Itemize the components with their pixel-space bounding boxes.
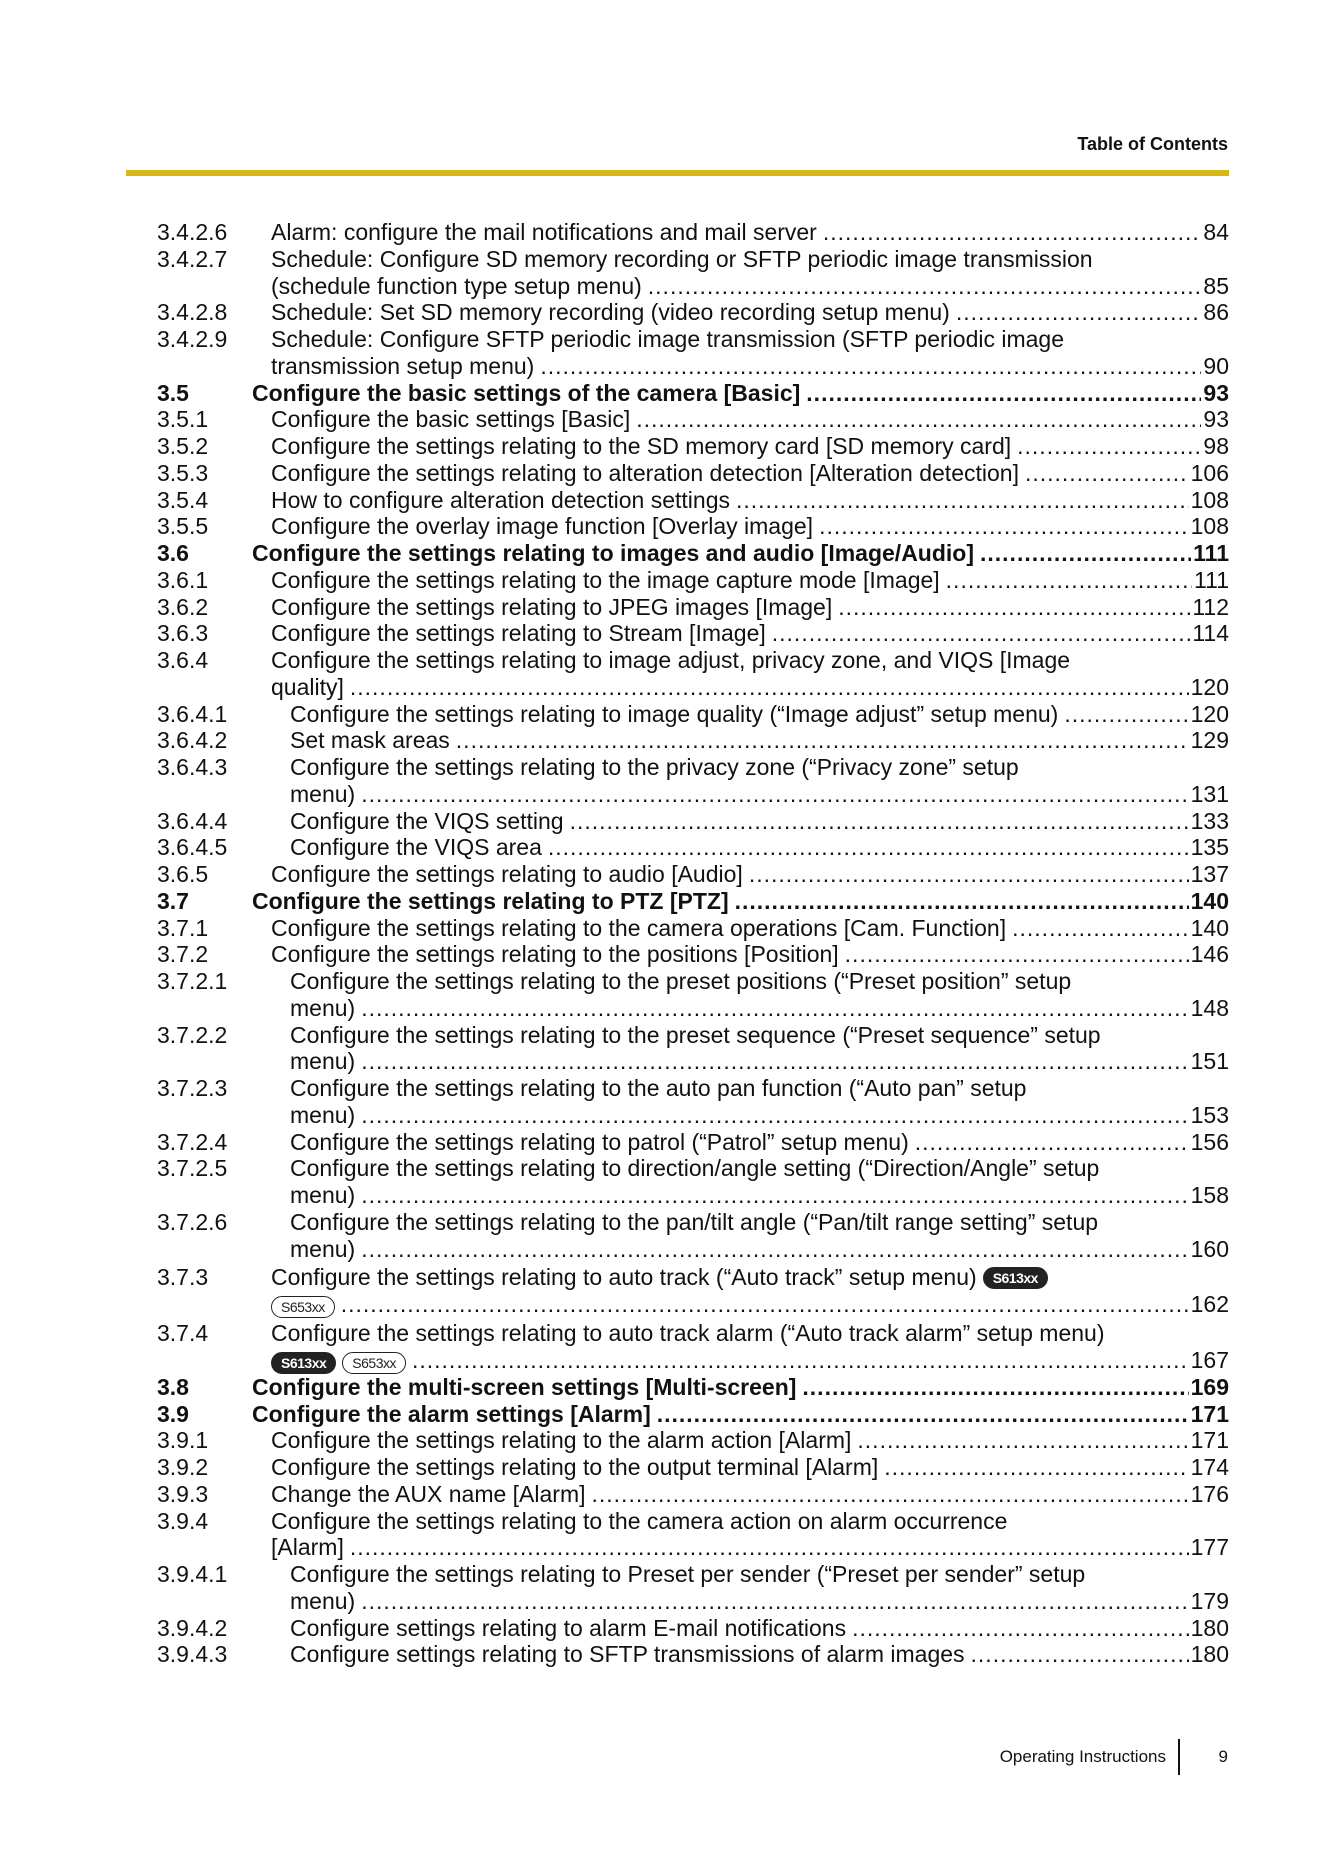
toc-entry-number: 3.4.2.7 (157, 245, 228, 272)
toc-entry-title-continued: menu) (290, 1235, 356, 1262)
toc-entry[interactable] (157, 968, 1229, 1022)
toc-entry-page: 171 (1190, 1400, 1229, 1427)
toc-entry-title: Configure the settings relating to JPEG images [Image] (271, 593, 833, 620)
toc-entry-title: Schedule: Configure SFTP periodic image transmission (SFTP periodic image (271, 326, 1065, 352)
toc-entry-page: 158 (1190, 1182, 1229, 1208)
toc-entry-page: 162 (1190, 1291, 1229, 1317)
toc-entry-page: 167 (1190, 1346, 1229, 1373)
toc-entry-number: 3.6.5 (157, 861, 209, 887)
toc-section[interactable] (157, 888, 1229, 915)
toc-entry-number: 3.4.2.6 (157, 219, 228, 245)
toc-entry-number: 3.6.3 (157, 620, 209, 647)
dot-leader (736, 487, 1189, 514)
dot-leader (884, 1454, 1188, 1481)
toc-entry[interactable] (157, 1129, 1229, 1156)
toc-entry-page: 180 (1190, 1614, 1229, 1641)
toc-entry-title: Configure the basic settings of the camera [Basic] (252, 379, 801, 406)
toc-entry-title: Configure the settings relating to image adjust, privacy zone, and VIQS [Image (271, 647, 1071, 673)
dot-leader (1025, 460, 1189, 487)
dot-leader (648, 273, 1202, 300)
toc-entry-title: Configure the settings relating to the pan/tilt angle (“Pan/tilt range setting” setup (290, 1208, 1099, 1235)
toc-entry[interactable] (157, 941, 1229, 968)
toc-entry-number: 3.7.2.5 (157, 1155, 228, 1182)
dot-leader (857, 1427, 1188, 1454)
dot-leader (1017, 433, 1201, 460)
model-badge-s613: S613xx (983, 1267, 1048, 1289)
dot-leader (772, 620, 1191, 647)
model-badge-s613: S613xx (271, 1352, 336, 1374)
toc-section[interactable] (157, 380, 1229, 407)
toc-entry-title-continued: menu) (290, 1101, 356, 1128)
toc-entry[interactable] (157, 326, 1229, 380)
toc-entry-title: Configure settings relating to SFTP transmissions of alarm images (290, 1641, 965, 1668)
dot-leader (845, 941, 1189, 968)
dot-leader (361, 1048, 1188, 1075)
toc-entry-number: 3.9.4 (157, 1507, 209, 1534)
toc-entry-number: 3.7.2 (157, 941, 209, 968)
toc-entry-title-continued: [Alarm] (271, 1534, 344, 1561)
toc-entry-page: 140 (1190, 914, 1229, 941)
toc-entry-page: 90 (1203, 352, 1229, 379)
toc-entry-number: 3.9 (157, 1400, 189, 1427)
toc-entry[interactable] (157, 1641, 1229, 1668)
toc-entry-title: Configure the alarm settings [Alarm] (252, 1400, 651, 1427)
toc-entry[interactable] (157, 1561, 1229, 1615)
toc-entry[interactable] (157, 1075, 1229, 1129)
dot-leader (361, 1588, 1188, 1615)
toc-entry-title: Configure the settings relating to the privacy zone (“Privacy zone” setup (290, 754, 1019, 780)
toc-entry[interactable] (157, 1454, 1229, 1481)
toc-entry-number: 3.9.3 (157, 1480, 209, 1507)
toc-entry-number: 3.6.4.1 (157, 700, 228, 727)
toc-entry-title: Configure the overlay image function [Overlay image] (271, 513, 814, 540)
dot-leader (1064, 701, 1188, 728)
toc-entry[interactable] (157, 513, 1229, 540)
dot-leader (361, 995, 1188, 1022)
toc-entry-number: 3.7.2.4 (157, 1128, 228, 1155)
toc-entry-title: Configure the settings relating to the alarm action [Alarm] (271, 1427, 852, 1454)
dot-leader (548, 834, 1189, 861)
toc-entry-title: Configure the settings relating to direction/angle setting (“Direction/Angle” setup (290, 1155, 1100, 1182)
toc-section[interactable] (157, 1401, 1229, 1428)
toc-entry[interactable] (157, 1427, 1229, 1454)
dot-leader (456, 727, 1189, 754)
toc-entry-page: 156 (1190, 1128, 1229, 1155)
toc-entry-title: Configure the settings relating to the image capture mode [Image] (271, 566, 940, 593)
dot-leader (735, 888, 1189, 915)
dot-leader (838, 594, 1190, 621)
toc-section[interactable] (157, 1374, 1229, 1401)
toc-entry-title: Configure the settings relating to the output terminal [Alarm] (271, 1454, 879, 1480)
toc-entry-number: 3.7.2.1 (157, 968, 228, 994)
dot-leader (980, 540, 1191, 567)
toc-entry-number: 3.6.4.2 (157, 727, 228, 754)
toc-entry-title: Configure the VIQS setting (290, 807, 564, 834)
toc-entry-page: 108 (1190, 513, 1229, 540)
toc-entry-number: 3.6.1 (157, 566, 209, 593)
toc-entry-number: 3.7.2.2 (157, 1021, 228, 1048)
toc-entry[interactable] (157, 1615, 1229, 1642)
toc-entry[interactable] (157, 246, 1229, 300)
page-header-title: Table of Contents (1077, 134, 1228, 154)
toc-entry-title: Configure the settings relating to the camera action on alarm occurrence (271, 1507, 1008, 1534)
toc-entry-page: 179 (1190, 1587, 1229, 1614)
dot-leader (350, 1534, 1189, 1561)
toc-entry-number: 3.6.4.4 (157, 807, 228, 834)
dot-leader (361, 1236, 1188, 1263)
model-badge-s653: S653xx (271, 1296, 335, 1318)
toc-entry[interactable] (157, 1508, 1229, 1562)
dot-leader (819, 513, 1189, 540)
toc-entry-title: Configure the settings relating to the SD memory card [SD memory card] (271, 433, 1012, 459)
toc-entry-page: 111 (1194, 566, 1229, 593)
dot-leader (540, 353, 1201, 380)
toc-entry-number: 3.7.4 (157, 1320, 209, 1346)
dot-leader (802, 1374, 1188, 1401)
toc-entry-title-continued: menu) (290, 1182, 356, 1208)
toc-entry-number: 3.5 (157, 379, 189, 406)
toc-entry-number: 3.5.1 (157, 406, 209, 433)
toc-entry[interactable] (157, 1209, 1229, 1263)
toc-entry-page: 151 (1190, 1048, 1229, 1075)
toc-entry[interactable] (157, 487, 1229, 514)
toc-entry-title: Set mask areas (290, 727, 450, 754)
toc-entry-page: 120 (1190, 700, 1229, 727)
dot-leader (361, 1102, 1188, 1129)
dot-leader (852, 1615, 1189, 1642)
toc-entry-page: 177 (1190, 1534, 1229, 1561)
toc-entry-number: 3.5.4 (157, 486, 209, 513)
toc-entry-title: Configure the settings relating to the positions [Position] (271, 941, 839, 968)
toc-entry[interactable] (157, 219, 1229, 246)
toc-entry-number: 3.6.4.3 (157, 754, 228, 780)
dot-leader (657, 1401, 1189, 1428)
toc-entry-title: Configure the settings relating to images and audio [Image/Audio] (252, 540, 974, 566)
toc-entry-page: 153 (1190, 1101, 1229, 1128)
toc-entry-number: 3.7 (157, 887, 189, 914)
toc-entry-page: 135 (1190, 834, 1229, 861)
toc-entry-title: Configure the settings relating to auto track alarm (“Auto track alarm” setup menu) (271, 1320, 1105, 1346)
toc-entry-number: 3.7.3 (157, 1264, 209, 1291)
toc-entry-title: Configure the settings relating to Preset per sender (“Preset per sender” setup (290, 1561, 1086, 1587)
toc-entry-number: 3.7.2.3 (157, 1075, 228, 1101)
toc-entry-page: 112 (1192, 593, 1229, 620)
toc-entry-title: Alarm: configure the mail notifications and mail server (271, 219, 817, 245)
toc-entry-number: 3.5.3 (157, 459, 209, 486)
dot-leader (341, 1291, 1189, 1318)
toc-entry[interactable] (157, 808, 1229, 835)
toc-entry-page: 111 (1193, 540, 1229, 566)
header-rule (126, 170, 1229, 176)
toc-entry-title: Configure the settings relating to the preset sequence (“Preset sequence” setup (290, 1021, 1101, 1048)
toc-entry-page: 137 (1190, 861, 1229, 887)
toc-entry[interactable] (157, 1264, 1229, 1318)
dot-leader (806, 380, 1201, 407)
toc-entry-title: Configure the settings relating to patrol (“Patrol” setup menu) (290, 1128, 909, 1155)
dot-leader (823, 219, 1202, 246)
toc-entry-number: 3.7.1 (157, 914, 209, 941)
toc-entry[interactable] (157, 567, 1229, 594)
footer-separator (1178, 1739, 1180, 1775)
toc-entry-number: 3.9.4.3 (157, 1641, 228, 1668)
toc-entry-number: 3.6 (157, 540, 189, 566)
toc-entry-title: Configure the settings relating to Stream [Image] (271, 620, 766, 647)
toc-entry-page: 84 (1203, 219, 1229, 245)
toc-entry-page: 86 (1203, 299, 1229, 326)
toc-entry[interactable] (157, 1320, 1229, 1374)
toc-entry[interactable] (157, 460, 1229, 487)
toc-entry[interactable] (157, 701, 1229, 728)
toc-entry-title: Configure the settings relating to the camera operations [Cam. Function] (271, 914, 1007, 941)
toc-entry-number: 3.6.2 (157, 593, 209, 620)
toc-entry-page: 114 (1192, 620, 1229, 647)
toc-entry-page: 180 (1190, 1641, 1229, 1668)
dot-leader (361, 781, 1188, 808)
toc-entry-page: 85 (1203, 272, 1229, 299)
toc-entry-title: Configure settings relating to alarm E-mail notifications (290, 1614, 847, 1641)
toc-entry-number: 3.7.2.6 (157, 1208, 228, 1235)
toc-entry-page: 93 (1203, 379, 1229, 406)
toc-entry-page: 131 (1190, 780, 1229, 807)
toc-entry-page: 106 (1190, 459, 1229, 486)
toc-entry-title: How to configure alteration detection settings (271, 486, 730, 513)
toc-entry-title: Schedule: Configure SD memory recording or SFTP periodic image transmission (271, 245, 1093, 272)
toc-entry-number: 3.6.4 (157, 647, 209, 673)
toc-entry-title-continued: (schedule function type setup menu) (271, 272, 642, 299)
toc-entry-page: 160 (1190, 1235, 1229, 1262)
toc-entry-title: Configure the settings relating to the preset positions (“Preset position” setup (290, 968, 1072, 994)
toc-entry-page: 140 (1190, 887, 1229, 914)
toc-entry-title: Configure the settings relating to alteration detection [Alteration detection] (271, 459, 1019, 486)
toc-entry-page: 129 (1190, 727, 1229, 754)
dot-leader (946, 567, 1192, 594)
toc-section[interactable] (157, 540, 1229, 567)
toc-entry[interactable] (157, 727, 1229, 754)
toc-entry-title: Configure the multi-screen settings [Multi-screen] (252, 1373, 797, 1400)
toc-entry-title: Configure the settings relating to the auto pan function (“Auto pan” setup (290, 1075, 1027, 1101)
toc-entry-title: Configure the settings relating to audio [Audio] (271, 861, 743, 887)
toc-entry-title-continued: menu) (290, 994, 356, 1021)
toc-entry[interactable] (157, 754, 1229, 808)
toc-entry-page: 108 (1190, 486, 1229, 513)
toc-entry-title: Configure the settings relating to image quality (“Image adjust” setup menu) (290, 700, 1059, 727)
toc-entry-number: 3.4.2.9 (157, 326, 228, 352)
toc-entry-title-continued: transmission setup menu) (271, 352, 535, 379)
toc-entry-title: Configure the settings relating to PTZ [PTZ] (252, 887, 729, 914)
toc-entry[interactable] (157, 620, 1229, 647)
toc-entry-page: 148 (1190, 994, 1229, 1021)
dot-leader (956, 299, 1202, 326)
toc-entry-page: 146 (1190, 941, 1229, 968)
toc-entry-page: 174 (1190, 1454, 1229, 1480)
toc-entry-number: 3.9.2 (157, 1454, 209, 1480)
toc-entry[interactable] (157, 1481, 1229, 1508)
toc-entry-title-continued: menu) (290, 1048, 356, 1075)
dot-leader (1012, 915, 1189, 942)
footer-page-number: 9 (1218, 1747, 1228, 1766)
toc-entry-title-continued: quality] (271, 673, 344, 700)
toc-entry[interactable] (157, 915, 1229, 942)
toc-entry-title: Schedule: Set SD memory recording (video recording setup menu) (271, 299, 950, 326)
table-of-contents (157, 219, 1229, 1668)
toc-entry-page: 93 (1203, 406, 1229, 433)
toc-entry-page: 176 (1190, 1480, 1229, 1507)
toc-entry[interactable] (157, 1155, 1229, 1209)
toc-entry[interactable] (157, 406, 1229, 433)
toc-entry-page: 169 (1190, 1373, 1229, 1400)
dot-leader (412, 1347, 1189, 1374)
toc-entry[interactable] (157, 861, 1229, 888)
toc-entry[interactable] (157, 834, 1229, 861)
toc-entry-number: 3.5.5 (157, 513, 209, 540)
toc-entry-title: Change the AUX name [Alarm] (271, 1480, 586, 1507)
toc-entry-number: 3.6.4.5 (157, 834, 228, 861)
toc-entry-number: 3.9.1 (157, 1427, 209, 1454)
dot-leader (636, 406, 1201, 433)
toc-entry-title: Configure the VIQS area (290, 834, 542, 861)
toc-entry[interactable] (157, 594, 1229, 621)
toc-entry-page: 120 (1190, 673, 1229, 700)
dot-leader (749, 861, 1189, 888)
dot-leader (361, 1182, 1188, 1209)
dot-leader (592, 1481, 1189, 1508)
toc-entry-page: 98 (1203, 433, 1229, 459)
toc-entry-number: 3.8 (157, 1373, 189, 1400)
toc-entry[interactable] (157, 299, 1229, 326)
dot-leader (350, 674, 1189, 701)
toc-entry[interactable] (157, 433, 1229, 460)
toc-entry-number: 3.5.2 (157, 433, 209, 459)
toc-entry-number: 3.9.4.2 (157, 1614, 228, 1641)
toc-entry-title: Configure the settings relating to auto track (“Auto track” setup menu) (271, 1264, 977, 1291)
toc-entry-title: Configure the basic settings [Basic] (271, 406, 631, 433)
footer-document-label: Operating Instructions (999, 1747, 1166, 1766)
toc-entry[interactable] (157, 1022, 1229, 1076)
toc-entry-number: 3.4.2.8 (157, 299, 228, 326)
toc-entry-title-continued: menu) (290, 780, 356, 807)
toc-entry-number: 3.9.4.1 (157, 1561, 228, 1587)
toc-entry-page: 133 (1190, 807, 1229, 834)
dot-leader (971, 1641, 1189, 1668)
model-badge-s653: S653xx (342, 1352, 406, 1374)
toc-entry-title-continued: menu) (290, 1587, 356, 1614)
dot-leader (915, 1129, 1189, 1156)
toc-entry[interactable] (157, 647, 1229, 701)
toc-entry-page: 171 (1190, 1427, 1229, 1454)
dot-leader (570, 808, 1189, 835)
